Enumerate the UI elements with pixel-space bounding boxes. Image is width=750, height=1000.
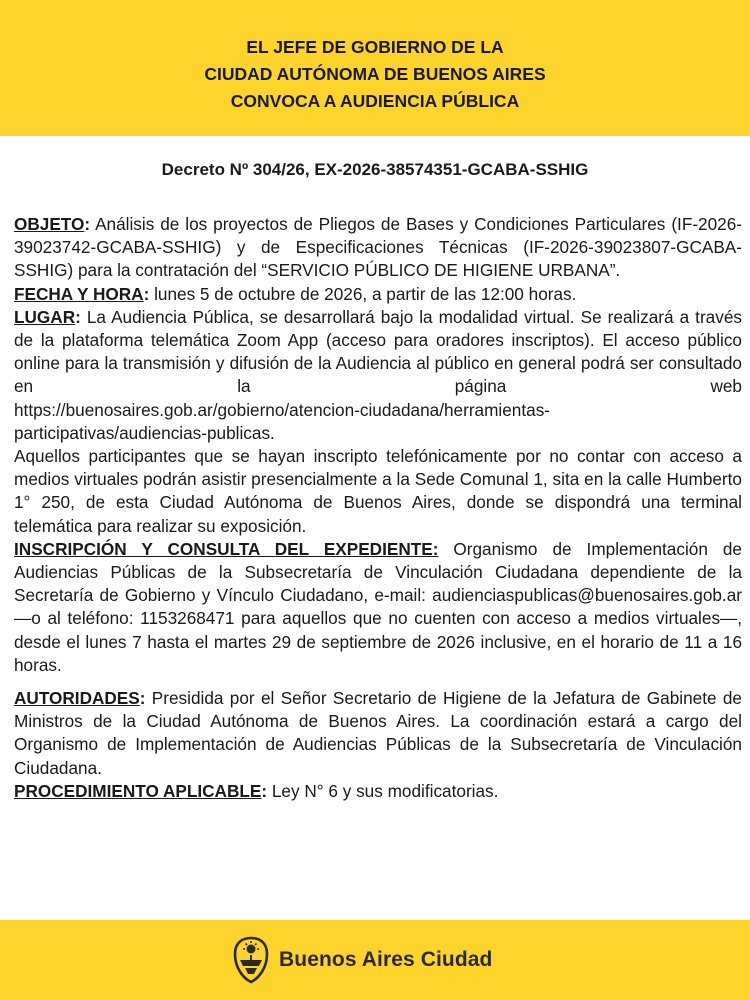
fecha-label: FECHA Y HORA — [14, 283, 144, 304]
header-band — [0, 0, 750, 136]
autoridades-text: Presidida por el Señor Secretario de Higiene de la Jefatura de Gabinete de Ministros de la Ciudad Autónoma de Buenos Aires. La coordinación estará a cargo del Organismo de Implementación de Audiencias Públicas de la Subsecretaría de Vinculación Ciudadana. — [14, 688, 742, 778]
autoridades-label: AUTORIDADES — [14, 688, 140, 709]
inscripcion-text: Organismo de Implementación de Audiencias Públicas de la Subsecretaría de Vinculación Ciudadana dependiente de la Secretaría de Gobierno y Vínculo Ciudadano, e-mail: audienciaspublicas@buenosaires.gob.ar —o al teléfono: 1153268471 para aquellos que no cuenten con acceso a medios virtuales—, desde el lunes 7 hasta el martes 29 de septiembre de 2026 inclusive, en el horario de 11 a 16 horas. — [14, 538, 742, 675]
inscripcion-label: INSCRIPCIÓN Y CONSULTA DEL EXPEDIENTE: — [14, 538, 439, 559]
header-line-1: EL JEFE DE GOBIERNO DE LA — [246, 37, 504, 57]
coat-of-arms-icon — [232, 936, 270, 984]
lugar-label: LUGAR — [14, 306, 76, 327]
header-title — [0, 0, 750, 115]
objeto-text: Análisis de los proyectos de Pliegos de Bases y Condiciones Particulares (IF-2026-39023742-GCABA-SSHIG) y de Especificaciones Técnicas (IF-2026-39023807-GCABA-SSHIG) para la contratación del “SERVICIO PÚBLICO DE HIGIENE URBANA”. — [14, 214, 742, 281]
procedimiento-label: PROCEDIMIENTO APLICABLE — [14, 780, 262, 801]
procedimiento-text: Ley N° 6 y sus modificatorias. — [267, 780, 499, 801]
lugar-text: La Audiencia Pública, se desarrollará bajo la modalidad virtual. Se realizará a través de la plataforma telemática Zoom App (acceso para oradores inscriptos). El acceso público online para la transmisión y difusión de la Audiencia al público en general podrá ser consultado en la página web — [14, 306, 742, 397]
header-line-3: CONVOCA A AUDIENCIA PÚBLICA — [230, 91, 520, 111]
autoridades-paragraph: AUTORIDADES: Presidida por el Señor Secretario de Higiene de la Jefatura de Gabinete de Ministros de la Ciudad Autónoma de Buenos Aires. La coordinación estará a cargo del Organismo de Implementación de Audiencias Públicas de la Subsecretaría de Vinculación Ciudadana. — [14, 688, 742, 778]
footer-logo — [232, 936, 493, 984]
lugar-paragraph: LUGAR: La Audiencia Pública, se desarrollará bajo la modalidad virtual. Se realizará a través de la plataforma telemática Zoom App (acceso para oradores inscriptos). El acceso público online para la transmisión y difusión de la Audiencia al público en general podrá ser consultado en la página web — [14, 306, 742, 397]
footer-brand-name: Buenos Aires Ciudad — [279, 948, 493, 971]
inscripcion-paragraph — [14, 538, 742, 677]
notice-body — [14, 213, 742, 803]
procedimiento-paragraph: PROCEDIMIENTO APLICABLE: Ley N° 6 y sus modificatorias. — [14, 780, 499, 801]
fecha-text: lunes 5 de octubre de 2026, a partir de las 12:00 horas. — [149, 283, 577, 304]
lugar-url[interactable]: https://buenosaires.gob.ar/gobierno/atencion-ciudadana/herramientas-participativas/audiencias-publicas. — [14, 399, 551, 443]
decree-reference: Decreto Nº 304/26, EX-2026-38574351-GCABA-SSHIG — [161, 160, 589, 179]
presencial-paragraph: Aquellos participantes que se hayan inscripto telefónicamente por no contar con acceso a medios virtuales podrán asistir presencialmente a la Sede Comunal 1, sita en la calle Humberto 1° 250, de esta Ciudad Autónoma de Buenos Aires, donde se dispondrá una terminal telemática para realizar su exposición. — [14, 446, 742, 536]
fecha-paragraph: FECHA Y HORA: lunes 5 de octubre de 2026, a partir de las 12:00 horas. — [14, 283, 577, 304]
objeto-paragraph: OBJETO: Análisis de los proyectos de Pliegos de Bases y Condiciones Particulares (IF-2026-39023742-GCABA-SSHIG) y de Especificaciones Técnicas (IF-2026-39023807-GCABA-SSHIG) para la contratación del “SERVICIO PÚBLICO DE HIGIENE URBANA”. — [14, 214, 742, 281]
objeto-label: OBJETO — [14, 214, 85, 234]
header-line-2: CIUDAD AUTÓNOMA DE BUENOS AIRES — [204, 64, 546, 84]
